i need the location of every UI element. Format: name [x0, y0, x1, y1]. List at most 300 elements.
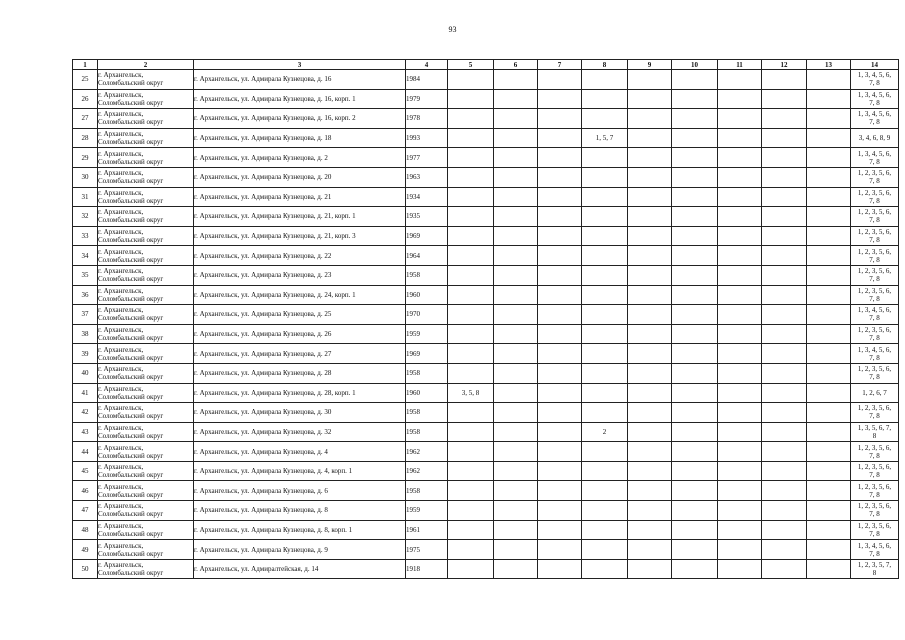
col14-cell: 1, 2, 3, 5, 6, 7, 8 — [851, 481, 899, 501]
row-number: 41 — [73, 383, 98, 403]
col9-cell — [628, 481, 672, 501]
col8-cell — [582, 265, 628, 285]
col10-cell — [672, 226, 718, 246]
col14-cell: 1, 2, 3, 5, 6, 7, 8 — [851, 246, 899, 266]
col9-cell — [628, 226, 672, 246]
col13-cell — [807, 207, 851, 227]
header-row — [73, 60, 899, 70]
table-row — [73, 383, 899, 403]
col10-cell — [672, 422, 718, 442]
row-number: 32 — [73, 207, 98, 227]
address-cell: г. Архангельск, ул. Адмирала Кузнецова, д. 21, корп. 3 — [194, 226, 406, 246]
col9-cell — [628, 109, 672, 129]
col8-cell — [582, 187, 628, 207]
col6-cell — [494, 363, 538, 383]
col12-cell — [762, 187, 807, 207]
table-row — [73, 109, 899, 129]
row-number: 44 — [73, 442, 98, 462]
row-number: 46 — [73, 481, 98, 501]
col13-cell — [807, 305, 851, 325]
location-cell: г. Архангельск, Соломбальский округ — [98, 246, 194, 266]
col10-cell — [672, 89, 718, 109]
col12-cell — [762, 442, 807, 462]
col10-cell — [672, 265, 718, 285]
location-cell: г. Архангельск, Соломбальский округ — [98, 207, 194, 227]
col10-cell — [672, 442, 718, 462]
col10-cell — [672, 246, 718, 266]
col11-cell — [718, 324, 762, 344]
col12-cell — [762, 70, 807, 90]
col11-cell — [718, 305, 762, 325]
col5-cell — [448, 187, 494, 207]
col13-cell — [807, 481, 851, 501]
col10-cell — [672, 461, 718, 481]
location-cell: г. Архангельск, Соломбальский округ — [98, 324, 194, 344]
table-row — [73, 285, 899, 305]
address-cell: г. Архангельск, ул. Адмирала Кузнецова, д. 16 — [194, 70, 406, 90]
address-cell: г. Архангельск, ул. Адмирала Кузнецова, д. 24, корп. 1 — [194, 285, 406, 305]
col5-cell — [448, 324, 494, 344]
col12-cell — [762, 207, 807, 227]
col12-cell — [762, 265, 807, 285]
col9-cell — [628, 167, 672, 187]
col7-cell — [538, 187, 582, 207]
col5-cell — [448, 461, 494, 481]
col6-cell — [494, 246, 538, 266]
column-header-7: 7 — [538, 60, 582, 70]
table-row — [73, 520, 899, 540]
col11-cell — [718, 540, 762, 560]
col6-cell — [494, 422, 538, 442]
col8-cell — [582, 344, 628, 364]
address-cell: г. Архангельск, ул. Адмирала Кузнецова, д. 28 — [194, 363, 406, 383]
address-cell: г. Архангельск, ул. Адмирала Кузнецова, д. 28, корп. 1 — [194, 383, 406, 403]
col13-cell — [807, 344, 851, 364]
col12-cell — [762, 363, 807, 383]
col8-cell — [582, 501, 628, 521]
address-cell: г. Архангельск, ул. Адмирала Кузнецова, д. 21 — [194, 187, 406, 207]
location-cell: г. Архангельск, Соломбальский округ — [98, 403, 194, 423]
table-body — [73, 70, 899, 579]
col9-cell — [628, 461, 672, 481]
col10-cell — [672, 207, 718, 227]
col5-cell — [448, 109, 494, 129]
col5-cell — [448, 207, 494, 227]
col10-cell — [672, 305, 718, 325]
col8-cell — [582, 89, 628, 109]
col5-cell — [448, 128, 494, 148]
year-cell: 1958 — [406, 422, 448, 442]
location-cell: г. Архангельск, Соломбальский округ — [98, 148, 194, 168]
col5-cell — [448, 265, 494, 285]
year-cell: 1977 — [406, 148, 448, 168]
col8-cell — [582, 109, 628, 129]
col14-cell: 1, 2, 3, 5, 6, 7, 8 — [851, 187, 899, 207]
col9-cell — [628, 324, 672, 344]
year-cell: 1934 — [406, 187, 448, 207]
col9-cell — [628, 70, 672, 90]
column-header-8: 8 — [582, 60, 628, 70]
col8-cell — [582, 559, 628, 579]
col6-cell — [494, 109, 538, 129]
row-number: 30 — [73, 167, 98, 187]
col7-cell — [538, 109, 582, 129]
col12-cell — [762, 344, 807, 364]
row-number: 33 — [73, 226, 98, 246]
col8-cell — [582, 70, 628, 90]
year-cell: 1935 — [406, 207, 448, 227]
col11-cell — [718, 442, 762, 462]
col11-cell — [718, 403, 762, 423]
column-header-10: 10 — [672, 60, 718, 70]
col10-cell — [672, 559, 718, 579]
location-cell: г. Архангельск, Соломбальский округ — [98, 559, 194, 579]
col12-cell — [762, 226, 807, 246]
col7-cell — [538, 501, 582, 521]
row-number: 50 — [73, 559, 98, 579]
col8-cell: 1, 5, 7 — [582, 128, 628, 148]
col7-cell — [538, 207, 582, 227]
col11-cell — [718, 285, 762, 305]
col6-cell — [494, 207, 538, 227]
col7-cell — [538, 148, 582, 168]
table-row — [73, 265, 899, 285]
location-cell: г. Архангельск, Соломбальский округ — [98, 520, 194, 540]
col14-cell: 1, 2, 3, 5, 6, 7, 8 — [851, 207, 899, 227]
col6-cell — [494, 148, 538, 168]
col5-cell — [448, 305, 494, 325]
col9-cell — [628, 520, 672, 540]
col8-cell — [582, 324, 628, 344]
col11-cell — [718, 187, 762, 207]
col6-cell — [494, 501, 538, 521]
col5-cell — [448, 148, 494, 168]
col5-cell — [448, 442, 494, 462]
col11-cell — [718, 265, 762, 285]
col7-cell — [538, 383, 582, 403]
col14-cell: 1, 3, 4, 5, 6, 7, 8 — [851, 305, 899, 325]
col14-cell: 1, 2, 3, 5, 6, 7, 8 — [851, 520, 899, 540]
table-row — [73, 226, 899, 246]
col6-cell — [494, 403, 538, 423]
col11-cell — [718, 128, 762, 148]
col12-cell — [762, 481, 807, 501]
col11-cell — [718, 89, 762, 109]
col13-cell — [807, 383, 851, 403]
col13-cell — [807, 187, 851, 207]
col13-cell — [807, 70, 851, 90]
col6-cell — [494, 285, 538, 305]
col14-cell: 3, 4, 6, 8, 9 — [851, 128, 899, 148]
col12-cell — [762, 540, 807, 560]
col9-cell — [628, 442, 672, 462]
col13-cell — [807, 442, 851, 462]
address-cell: г. Архангельск, ул. Адмирала Кузнецова, д. 4 — [194, 442, 406, 462]
col12-cell — [762, 109, 807, 129]
col13-cell — [807, 285, 851, 305]
col6-cell — [494, 461, 538, 481]
col8-cell — [582, 305, 628, 325]
address-cell: г. Архангельск, ул. Адмирала Кузнецова, д. 8 — [194, 501, 406, 521]
table-row — [73, 246, 899, 266]
col7-cell — [538, 540, 582, 560]
location-cell: г. Архангельск, Соломбальский округ — [98, 363, 194, 383]
col9-cell — [628, 559, 672, 579]
col6-cell — [494, 520, 538, 540]
col8-cell: 2 — [582, 422, 628, 442]
column-header-3: 3 — [194, 60, 406, 70]
row-number: 35 — [73, 265, 98, 285]
col7-cell — [538, 520, 582, 540]
table-row — [73, 442, 899, 462]
address-cell: г. Архангельск, ул. Адмирала Кузнецова, д. 16, корп. 2 — [194, 109, 406, 129]
year-cell: 1969 — [406, 226, 448, 246]
col8-cell — [582, 148, 628, 168]
row-number: 39 — [73, 344, 98, 364]
col10-cell — [672, 128, 718, 148]
col11-cell — [718, 226, 762, 246]
location-cell: г. Архангельск, Соломбальский округ — [98, 481, 194, 501]
address-cell: г. Архангельск, ул. Адмирала Кузнецова, д. 9 — [194, 540, 406, 560]
col12-cell — [762, 403, 807, 423]
col7-cell — [538, 442, 582, 462]
col13-cell — [807, 246, 851, 266]
column-header-9: 9 — [628, 60, 672, 70]
col14-cell: 1, 3, 4, 5, 6, 7, 8 — [851, 109, 899, 129]
col13-cell — [807, 559, 851, 579]
col7-cell — [538, 167, 582, 187]
table-row — [73, 363, 899, 383]
year-cell: 1958 — [406, 265, 448, 285]
row-number: 43 — [73, 422, 98, 442]
col8-cell — [582, 520, 628, 540]
column-header-4: 4 — [406, 60, 448, 70]
col12-cell — [762, 383, 807, 403]
col11-cell — [718, 481, 762, 501]
location-cell: г. Архангельск, Соломбальский округ — [98, 305, 194, 325]
col6-cell — [494, 442, 538, 462]
col5-cell — [448, 167, 494, 187]
table-row — [73, 481, 899, 501]
col7-cell — [538, 403, 582, 423]
table-row — [73, 344, 899, 364]
col5-cell — [448, 70, 494, 90]
col6-cell — [494, 70, 538, 90]
col12-cell — [762, 285, 807, 305]
col6-cell — [494, 383, 538, 403]
page-number: 93 — [448, 25, 457, 34]
year-cell: 1979 — [406, 89, 448, 109]
location-cell: г. Архангельск, Соломбальский округ — [98, 285, 194, 305]
col10-cell — [672, 403, 718, 423]
col10-cell — [672, 363, 718, 383]
col5-cell — [448, 520, 494, 540]
col8-cell — [582, 461, 628, 481]
row-number: 27 — [73, 109, 98, 129]
col10-cell — [672, 383, 718, 403]
col11-cell — [718, 383, 762, 403]
col7-cell — [538, 285, 582, 305]
location-cell: г. Архангельск, Соломбальский округ — [98, 265, 194, 285]
address-cell: г. Архангельск, ул. Адмирала Кузнецова, д. 8, корп. 1 — [194, 520, 406, 540]
col5-cell — [448, 540, 494, 560]
col9-cell — [628, 285, 672, 305]
table-row — [73, 187, 899, 207]
col10-cell — [672, 520, 718, 540]
col14-cell: 1, 2, 3, 5, 6, 7, 8 — [851, 167, 899, 187]
col13-cell — [807, 128, 851, 148]
col9-cell — [628, 265, 672, 285]
col10-cell — [672, 187, 718, 207]
col14-cell: 1, 3, 4, 5, 6, 7, 8 — [851, 540, 899, 560]
location-cell: г. Архангельск, Соломбальский округ — [98, 89, 194, 109]
year-cell: 1969 — [406, 344, 448, 364]
col9-cell — [628, 187, 672, 207]
col13-cell — [807, 540, 851, 560]
col13-cell — [807, 265, 851, 285]
col9-cell — [628, 305, 672, 325]
col9-cell — [628, 128, 672, 148]
col7-cell — [538, 324, 582, 344]
row-number: 26 — [73, 89, 98, 109]
col5-cell — [448, 501, 494, 521]
row-number: 29 — [73, 148, 98, 168]
col10-cell — [672, 540, 718, 560]
col9-cell — [628, 89, 672, 109]
col11-cell — [718, 559, 762, 579]
col12-cell — [762, 324, 807, 344]
col10-cell — [672, 167, 718, 187]
address-cell: г. Архангельск, ул. Адмирала Кузнецова, д. 20 — [194, 167, 406, 187]
row-number: 36 — [73, 285, 98, 305]
col12-cell — [762, 422, 807, 442]
table-row — [73, 501, 899, 521]
col14-cell: 1, 3, 4, 5, 6, 7, 8 — [851, 344, 899, 364]
year-cell: 1964 — [406, 246, 448, 266]
col6-cell — [494, 128, 538, 148]
col14-cell: 1, 2, 3, 5, 6, 7, 8 — [851, 226, 899, 246]
year-cell: 1970 — [406, 305, 448, 325]
col13-cell — [807, 167, 851, 187]
year-cell: 1963 — [406, 167, 448, 187]
year-cell: 1962 — [406, 442, 448, 462]
col13-cell — [807, 363, 851, 383]
col14-cell: 1, 3, 4, 5, 6, 7, 8 — [851, 89, 899, 109]
col12-cell — [762, 305, 807, 325]
col14-cell: 1, 3, 4, 5, 6, 7, 8 — [851, 148, 899, 168]
col10-cell — [672, 70, 718, 90]
table-row — [73, 207, 899, 227]
table-row — [73, 167, 899, 187]
address-cell: г. Архангельск, ул. Адмирала Кузнецова, д. 16, корп. 1 — [194, 89, 406, 109]
col6-cell — [494, 559, 538, 579]
row-number: 42 — [73, 403, 98, 423]
col10-cell — [672, 109, 718, 129]
address-cell: г. Архангельск, ул. Адмирала Кузнецова, д. 18 — [194, 128, 406, 148]
table-row — [73, 559, 899, 579]
col10-cell — [672, 501, 718, 521]
col13-cell — [807, 226, 851, 246]
col8-cell — [582, 403, 628, 423]
col12-cell — [762, 128, 807, 148]
col14-cell: 1, 2, 6, 7 — [851, 383, 899, 403]
col13-cell — [807, 403, 851, 423]
col12-cell — [762, 246, 807, 266]
col6-cell — [494, 324, 538, 344]
col9-cell — [628, 344, 672, 364]
col8-cell — [582, 167, 628, 187]
year-cell: 1960 — [406, 285, 448, 305]
col11-cell — [718, 344, 762, 364]
col11-cell — [718, 207, 762, 227]
col7-cell — [538, 128, 582, 148]
col14-cell: 1, 2, 3, 5, 6, 7, 8 — [851, 501, 899, 521]
col14-cell: 1, 2, 3, 5, 6, 7, 8 — [851, 324, 899, 344]
col5-cell — [448, 403, 494, 423]
address-cell: г. Архангельск, ул. Адмирала Кузнецова, д. 23 — [194, 265, 406, 285]
col9-cell — [628, 363, 672, 383]
location-cell: г. Архангельск, Соломбальский округ — [98, 226, 194, 246]
col7-cell — [538, 265, 582, 285]
col6-cell — [494, 265, 538, 285]
column-header-14: 14 — [851, 60, 899, 70]
table-row — [73, 324, 899, 344]
year-cell: 1958 — [406, 363, 448, 383]
year-cell: 1962 — [406, 461, 448, 481]
col5-cell — [448, 226, 494, 246]
row-number: 38 — [73, 324, 98, 344]
address-cell: г. Архангельск, ул. Адмирала Кузнецова, д. 25 — [194, 305, 406, 325]
col7-cell — [538, 70, 582, 90]
location-cell: г. Архангельск, Соломбальский округ — [98, 540, 194, 560]
col7-cell — [538, 246, 582, 266]
row-number: 45 — [73, 461, 98, 481]
col5-cell: 3, 5, 8 — [448, 383, 494, 403]
row-number: 37 — [73, 305, 98, 325]
col13-cell — [807, 324, 851, 344]
col9-cell — [628, 403, 672, 423]
location-cell: г. Архангельск, Соломбальский округ — [98, 187, 194, 207]
table-row — [73, 305, 899, 325]
address-cell: г. Архангельск, ул. Адмиралтейская, д. 14 — [194, 559, 406, 579]
col12-cell — [762, 559, 807, 579]
location-cell: г. Архангельск, Соломбальский округ — [98, 461, 194, 481]
col14-cell: 1, 3, 5, 6, 7, 8 — [851, 422, 899, 442]
location-cell: г. Архангельск, Соломбальский округ — [98, 383, 194, 403]
col14-cell: 1, 2, 3, 5, 6, 7, 8 — [851, 285, 899, 305]
table-row — [73, 422, 899, 442]
col14-cell: 1, 2, 3, 5, 6, 7, 8 — [851, 442, 899, 462]
col5-cell — [448, 481, 494, 501]
address-cell: г. Архангельск, ул. Адмирала Кузнецова, д. 30 — [194, 403, 406, 423]
row-number: 31 — [73, 187, 98, 207]
table-row — [73, 148, 899, 168]
column-header-12: 12 — [762, 60, 807, 70]
col14-cell: 1, 2, 3, 5, 6, 7, 8 — [851, 403, 899, 423]
address-cell: г. Архангельск, ул. Адмирала Кузнецова, д. 32 — [194, 422, 406, 442]
location-cell: г. Архангельск, Соломбальский округ — [98, 70, 194, 90]
col9-cell — [628, 246, 672, 266]
col14-cell: 1, 2, 3, 5, 6, 7, 8 — [851, 461, 899, 481]
col9-cell — [628, 207, 672, 227]
address-cell: г. Архангельск, ул. Адмирала Кузнецова, д. 22 — [194, 246, 406, 266]
col6-cell — [494, 187, 538, 207]
col11-cell — [718, 520, 762, 540]
col8-cell — [582, 226, 628, 246]
year-cell: 1918 — [406, 559, 448, 579]
column-header-6: 6 — [494, 60, 538, 70]
row-number: 49 — [73, 540, 98, 560]
